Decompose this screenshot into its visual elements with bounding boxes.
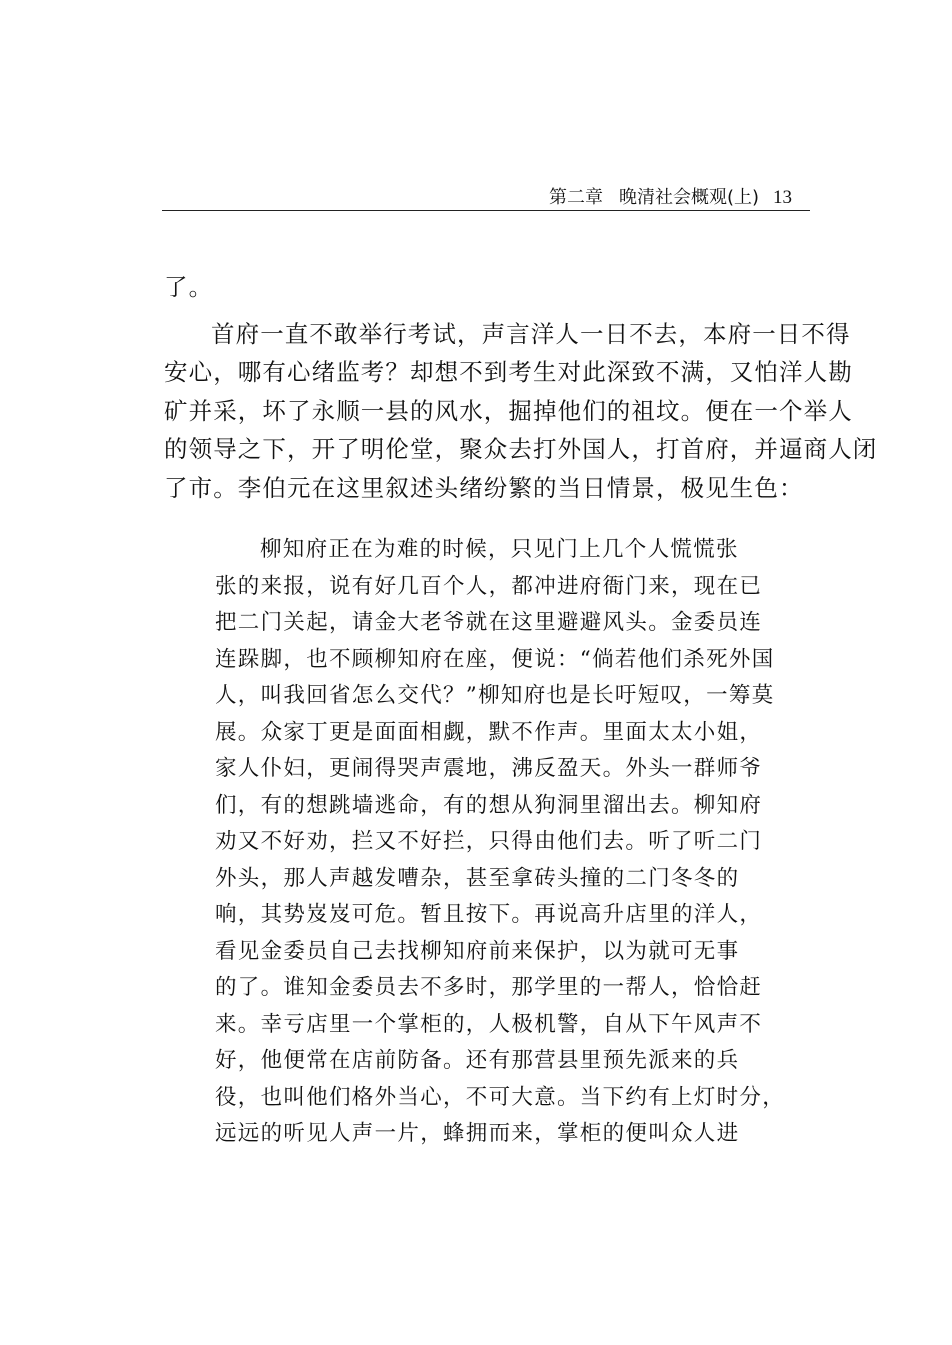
quote-line: 响，其势岌岌可危。暂且按下。再说高升店里的洋人， <box>215 902 763 927</box>
quote-line: 劝又不好劝，拦又不好拦，只得由他们去。听了听二门 <box>215 829 763 854</box>
body-line: 了市。李伯元在这里叙述头绪纷繁的当日情景，极见生色： <box>164 473 804 502</box>
chapter-number: 第二章 <box>548 187 603 208</box>
quote-line: 连跺脚，也不顾柳知府在座，便说：“倘若他们杀死外国 <box>215 646 775 672</box>
quote-line: 张的来报，说有好几百个人，都冲进府衙门来，现在已 <box>215 573 763 599</box>
header-rule <box>162 210 810 211</box>
quote-line: 外头，那人声越发嘈杂，甚至拿砖头撞的二门冬冬的 <box>215 865 740 891</box>
quote-line: 把二门关起，请金大老爷就在这里避避风头。金委员连 <box>215 610 763 635</box>
quote-line: 远远的听见人声一片，蜂拥而来，掌柜的便叫众人进 <box>215 1121 740 1146</box>
quote-line: 役，也叫他们格外当心，不可大意。当下约有上灯时分， <box>215 1084 786 1110</box>
body-line: 首府一直不敢举行考试，声言洋人一日不去，本府一日不得 <box>211 319 851 348</box>
quote-line: 们，有的想跳墙逃命，有的想从狗洞里溜出去。柳知府 <box>215 792 763 818</box>
body-line: 的领导之下，开了明伦堂，聚众去打外国人，打首府，并逼商人闭 <box>164 435 878 464</box>
running-header <box>162 178 810 210</box>
body-line: 安心，哪有心绪监考？却想不到考生对此深致不满，又怕洋人勘 <box>164 358 853 387</box>
quote-line: 的了。谁知金委员去不多时，那学里的一帮人，恰恰赶 <box>215 975 763 1000</box>
paragraph-gap <box>164 307 814 315</box>
quote-line: 柳知府正在为难的时候，只见门上几个人慌慌张 <box>260 537 739 562</box>
quote-line: 好，他便常在店前防备。还有那营县里预先派来的兵 <box>215 1048 740 1073</box>
page-number: 13 <box>773 187 792 208</box>
quote-line: 展。众家丁更是面面相觑，默不作声。里面太太小姐， <box>215 719 763 745</box>
quote-line: 看见金委员自己去找柳知府前来保护，以为就可无事 <box>215 938 740 964</box>
block-quote <box>215 532 786 1153</box>
body-text <box>164 268 878 508</box>
quote-line: 来。幸亏店里一个掌柜的，人极机警，自从下午风声不 <box>215 1011 763 1037</box>
body-line: 矿并采，坏了永顺一县的风水，掘掉他们的祖坟。便在一个举人 <box>164 396 853 425</box>
body-line: 了。 <box>164 273 214 301</box>
quote-line: 家人仆妇，更闹得哭声震地，沸反盈天。外头一群师爷 <box>215 756 763 781</box>
quote-line: 人，叫我回省怎么交代？”柳知府也是长吁短叹，一筹莫 <box>215 683 775 708</box>
chapter-title: 晚清社会概观(上) <box>618 187 759 208</box>
